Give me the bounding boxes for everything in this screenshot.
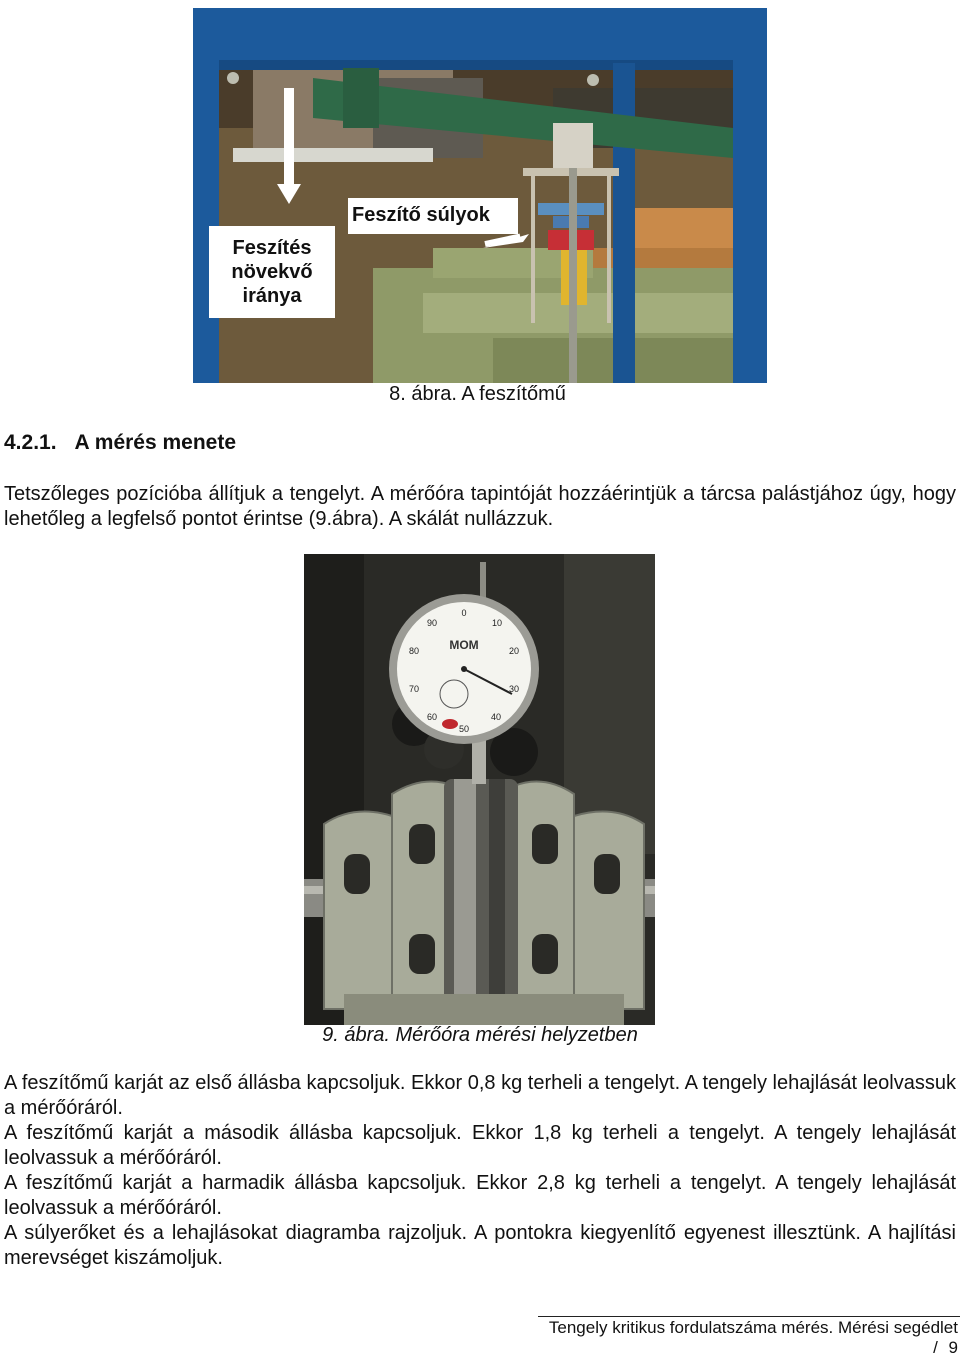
dial-number: 30 (508, 684, 520, 694)
figure-8-caption-text: 8. ábra. A feszítőmű (389, 383, 566, 405)
loading-mechanism-illustration (193, 8, 767, 383)
dial-number: 10 (491, 618, 503, 628)
dial-indicator-illustration (304, 554, 655, 1025)
intro-paragraph: Tetszőleges pozícióba állítjuk a tengelyt. A mérőóra tapintóját hozzáérintjük a tárcsa palástjához úgy, hogy lehetőleg a legfelső pontot érintse (9.ábra). A skálát nullázzuk. (4, 483, 956, 530)
dial-number: 90 (426, 618, 438, 628)
dial-number: 20 (508, 646, 520, 656)
tension-direction-label (209, 226, 335, 318)
figure-9-caption (0, 1024, 960, 1047)
figure-9-caption-number: 9. ábra. (322, 1024, 390, 1046)
tension-direction-label-line-2: növekvő (231, 261, 313, 283)
tension-direction-label-line-3: iránya (242, 285, 302, 307)
step-paragraph: A feszítőmű karját a második állásba kapcsoljuk. Ekkor 1,8 kg terheli a tengelyt. A tengely lehajlását leolvassuk a mérőóráról. (4, 1122, 956, 1169)
step-paragraph: A feszítőmű karját az első állásba kapcsoljuk. Ekkor 0,8 kg terheli a tengelyt. A tengely lehajlását leolvassuk a mérőóráról. (4, 1072, 956, 1119)
section-title: A mérés menete (74, 431, 237, 454)
dial-number: 70 (408, 684, 420, 694)
dial-number: 60 (426, 712, 438, 722)
tension-weights-label: Feszítő súlyok (348, 198, 518, 234)
dial-number: 0 (461, 608, 467, 618)
footer-separator: / (933, 1338, 938, 1357)
tension-direction-label-line-1: Feszítés (232, 237, 312, 259)
dial-number: 80 (408, 646, 420, 656)
intro-paragraph-block (4, 482, 956, 532)
footer-divider (538, 1316, 960, 1317)
footer-text: Tengely kritikus fordulatszáma mérés. Mérési segédlet (548, 1318, 958, 1337)
step-paragraph: A feszítőmű karját a harmadik állásba kapcsoljuk. Ekkor 2,8 kg terheli a tengelyt. A tengely lehajlását leolvassuk a mérőóráról. (4, 1172, 956, 1219)
procedure-steps (4, 1071, 956, 1271)
page-footer (538, 1318, 958, 1358)
page-number: 9 (948, 1338, 958, 1357)
step-paragraph: A súlyerőket és a lehajlásokat diagramba rajzoljuk. A pontokra kiegyenlítő egyenest illesztünk. A hajlítási merevséget kiszámoljuk. (4, 1222, 956, 1269)
figure-8-caption (0, 383, 960, 406)
dial-brand: MOM (449, 638, 479, 652)
figure-9-caption-text: Mérőóra mérési helyzetben (395, 1024, 638, 1046)
figure-8-photo (193, 8, 767, 383)
dial-number: 50 (458, 724, 470, 734)
section-number: 4.2.1. (4, 431, 57, 454)
section-heading (4, 431, 236, 455)
figure-9-photo (304, 554, 655, 1025)
dial-number: 40 (490, 712, 502, 722)
